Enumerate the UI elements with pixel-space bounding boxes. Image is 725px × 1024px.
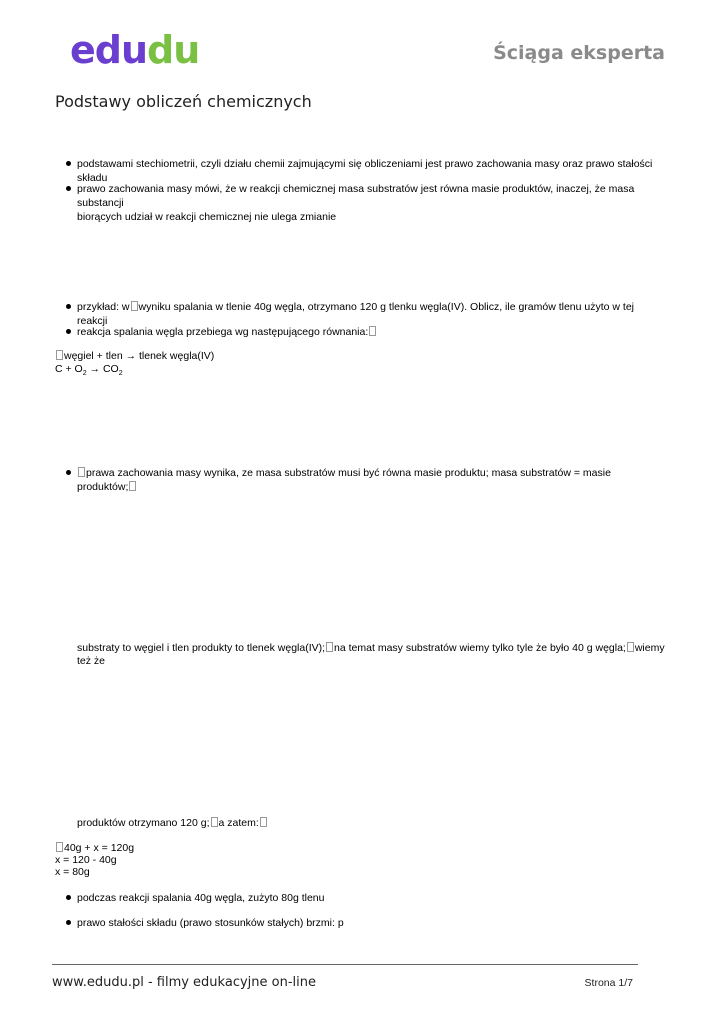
edudu-logo[interactable]	[70, 28, 199, 72]
equation-words-text: węgiel + tlen → tlenek węgla(IV)	[64, 350, 215, 362]
missing-glyph-box	[56, 350, 63, 360]
paragraph-text: a zatem:	[218, 817, 259, 829]
formula-c: C + O	[55, 363, 83, 375]
calculation-line-3: x = 80g	[55, 866, 90, 878]
bullet-conclusion	[77, 466, 657, 494]
calculation-line-2: x = 120 - 40g	[55, 854, 117, 866]
bullet-stechiometry	[77, 157, 657, 185]
missing-glyph-box	[627, 642, 634, 652]
missing-glyph-box	[326, 642, 333, 652]
missing-glyph-box	[78, 467, 85, 477]
bullet-text: prawa zachowania masy wynika, ze masa substratów musi być równa masie produktu; masa substratów = masie produktów;	[77, 467, 611, 493]
equation-formula	[55, 363, 123, 380]
bullet-text-line2: biorących udział w reakcji chemicznej nie ulega zmianie	[77, 211, 337, 223]
page-title: Podstawy obliczeń chemicznych	[55, 92, 312, 111]
paragraph-products	[77, 817, 268, 830]
bullet-text: podstawami stechiometrii, czyli działu chemii zajmującymi się obliczeniami jest prawo zachowania masy oraz prawo stałości składu	[77, 158, 653, 184]
logo-part-u: u	[120, 28, 148, 72]
bullet-reaction	[77, 325, 657, 339]
bullet-constant-composition	[77, 916, 657, 930]
logo-part-du: du	[147, 28, 200, 72]
paragraph-text: wiemy też że	[77, 642, 665, 667]
missing-glyph-box	[260, 817, 267, 827]
formula-sub: 2	[82, 370, 87, 378]
footer-site-link[interactable]: www.edudu.pl - filmy edukacyjne on-line	[52, 975, 316, 990]
paragraph-text: substraty to węgiel i tlen produkty to tlenek węgla(IV);	[77, 642, 326, 654]
bullet-text: prawo stałości składu (prawo stosunków stałych) brzmi: p	[77, 917, 344, 929]
footer-divider	[52, 964, 638, 965]
paragraph-text: produktów otrzymano 120 g;	[77, 817, 210, 829]
bullet-text: podczas reakcji spalania 40g węgla, zużyto 80g tlenu	[77, 892, 325, 904]
bullet-text-b: wyniku spalania w tlenie 40g węgla, otrzymano 120 g tlenku węgla(IV). Oblicz, ile gramów tlenu użyto w tej reakcji	[77, 301, 635, 327]
bullet-text-a: przykład: w	[77, 301, 130, 313]
logo-part-ed: ed	[70, 28, 121, 72]
bullet-text: reakcja spalania węgla przebiega wg następującego równania:	[77, 326, 369, 338]
missing-glyph-box	[131, 301, 138, 311]
bullet-oxygen-used	[77, 891, 657, 905]
missing-glyph-box	[369, 326, 376, 336]
equation-words	[55, 350, 214, 363]
missing-glyph-box	[129, 481, 136, 491]
missing-glyph-box	[211, 817, 218, 827]
bullet-mass-conservation	[77, 182, 657, 224]
footer-page-number: Strona 1/7	[584, 977, 633, 989]
paragraph-substrates	[77, 642, 677, 668]
paragraph-text: na temat masy substratów wiemy tylko tyle że było 40 g węgla;	[334, 642, 626, 654]
formula-arrow: → CO	[86, 363, 119, 375]
formula-sub: 2	[118, 370, 123, 378]
missing-glyph-box	[56, 842, 63, 852]
bullet-example	[77, 300, 657, 328]
bullet-text-line1: prawo zachowania masy mówi, że w reakcji chemicznej masa substratów jest równa masie produktów, inaczej, że masa substancji	[77, 183, 635, 209]
header-tagline: Ściąga eksperta	[493, 42, 665, 64]
calc-text: 40g + x = 120g	[64, 842, 135, 854]
